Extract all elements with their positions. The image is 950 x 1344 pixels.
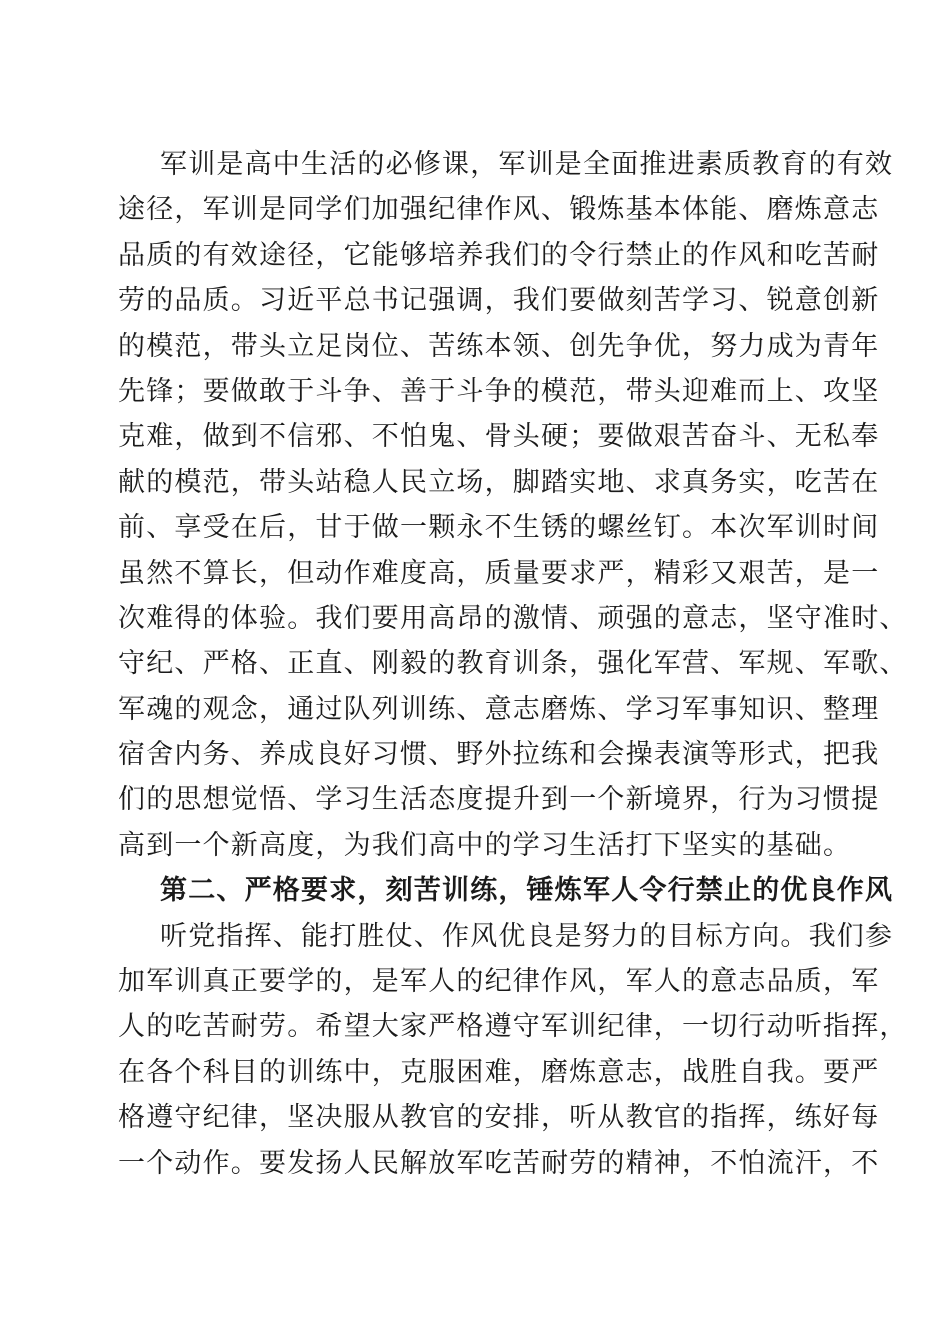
- paragraph-line: 听党指挥、能打胜仗、作风优良是努力的目标方向。我们参: [160, 920, 894, 952]
- paragraph-line: 前、享受在后，甘于做一颗永不生锈的螺丝钉。本次军训时间: [118, 512, 880, 544]
- paragraph-line: 军训是高中生活的必修课，军训是全面推进素质教育的有效: [160, 149, 894, 180]
- paragraph-line: 加军训真正要学的，是军人的纪律作风，军人的意志品质，军: [118, 966, 880, 998]
- paragraph-line: 品质的有效途径，它能够培养我们的令行禁止的作风和吃苦耐: [118, 239, 880, 271]
- paragraph-line: 军魂的观念，通过队列训练、意志磨炼、学习军事知识、整理: [118, 693, 880, 725]
- paragraph-line: 在各个科目的训练中，克服困难，磨炼意志，战胜自我。要严: [118, 1056, 880, 1088]
- document-body: [118, 142, 908, 1186]
- paragraph-line: 虽然不算长，但动作难度高，质量要求严，精彩又艰苦，是一: [118, 557, 880, 589]
- paragraph-line: 守纪、严格、正直、刚毅的教育训条，强化军营、军规、军歌、: [118, 648, 908, 680]
- section-heading: 第二、严格要求，刻苦训练，锤炼军人令行禁止的优良作风: [160, 875, 894, 907]
- paragraph-line: 劳的品质。习近平总书记强调，我们要做刻苦学习、锐意创新: [118, 285, 880, 317]
- paragraph-line: 格遵守纪律，坚决服从教官的安排，听从教官的指挥，练好每: [118, 1102, 880, 1134]
- paragraph-line: 的模范，带头立足岗位、苦练本领、创先争优，努力成为青年: [118, 330, 880, 362]
- paragraph-line: 一个动作。要发扬人民解放军吃苦耐劳的精神，不怕流汗，不: [118, 1147, 880, 1179]
- paragraph-line: 次难得的体验。我们要用高昂的激情、顽强的意志，坚守准时、: [118, 602, 908, 634]
- paragraph-line: 献的模范，带头站稳人民立场，脚踏实地、求真务实，吃苦在: [118, 466, 880, 498]
- paragraph-line: 克难，做到不信邪、不怕鬼、骨头硬；要做艰苦奋斗、无私奉: [118, 421, 880, 453]
- paragraph-line: 先锋；要做敢于斗争、善于斗争的模范，带头迎难而上、攻坚: [118, 375, 880, 407]
- paragraph-line: 宿舍内务、养成良好习惯、野外拉练和会操表演等形式，把我: [118, 739, 880, 771]
- paragraph-line: 高到一个新高度，为我们高中的学习生活打下坚实的基础。: [118, 829, 852, 861]
- paragraph-line: 途径，军训是同学们加强纪律作风、锻炼基本体能、磨炼意志: [118, 194, 880, 226]
- paragraph-line: 们的思想觉悟、学习生活态度提升到一个新境界，行为习惯提: [118, 784, 880, 816]
- paragraph-line: 人的吃苦耐劳。希望大家严格遵守军训纪律，一切行动听指挥，: [118, 1011, 908, 1043]
